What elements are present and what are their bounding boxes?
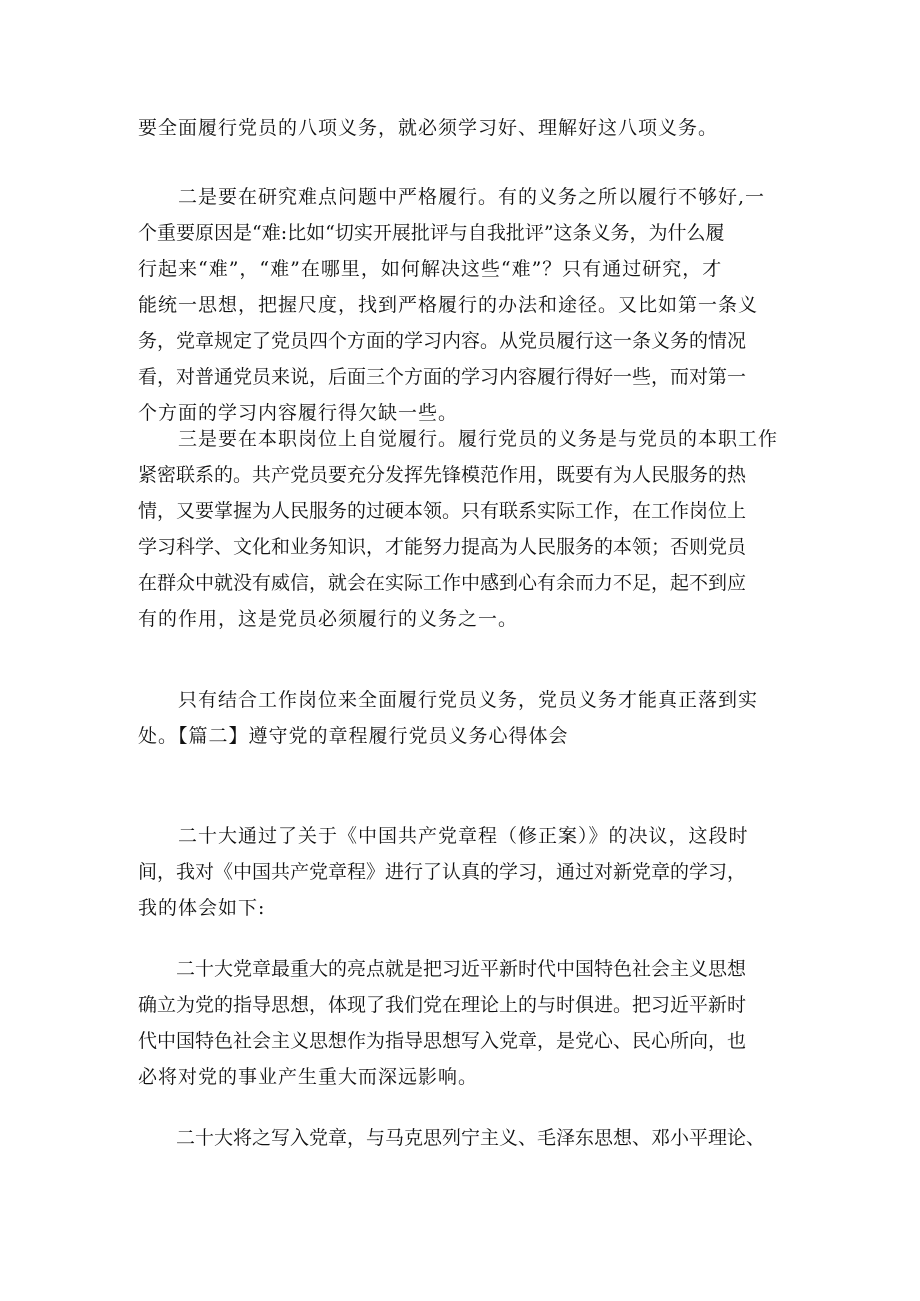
text-line: 学习科学、文化和业务知识，才能努力提高为人民服务的本领；否则党员 bbox=[138, 536, 747, 558]
text-line: 在群众中就没有威信，就会在实际工作中感到心有余而力不足，起不到应 bbox=[138, 572, 747, 594]
paragraph-5 bbox=[138, 818, 798, 926]
text-line: 要全面履行党员的八项义务，就必须学习好、理解好这八项义务。 bbox=[138, 117, 719, 139]
text-line: 行起来“难”，“难”在哪里，如何解决这些“难”？只有通过研究，才 bbox=[138, 258, 723, 280]
text-line: 确立为党的指导思想，体现了我们党在理论上的与时俱进。把习近平新时 bbox=[138, 994, 747, 1016]
text-line: 看，对普通党员来说，后面三个方面的学习内容履行得好一些，而对第一 bbox=[138, 366, 747, 388]
text-line: 间，我对《中国共产党章程》进行了认真的学习，通过对新党章的学习， bbox=[138, 861, 747, 883]
paragraph-7 bbox=[138, 1120, 798, 1156]
text-line: 二十大通过了关于《中国共产党章程（修正案）》的决议，这段时 bbox=[138, 825, 749, 847]
paragraph-2 bbox=[138, 179, 798, 431]
paragraph-6 bbox=[138, 951, 798, 1095]
text-line: 二是要在研究难点问题中严格履行。有的义务之所以履行不够好,一 bbox=[138, 186, 766, 208]
text-line: 代中国特色社会主义思想作为指导思想写入党章，是党心、民心所向，也 bbox=[138, 1030, 747, 1052]
text-line: 只有结合工作岗位来全面履行党员义务，党员义务才能真正落到实 bbox=[138, 689, 759, 711]
text-line: 个方面的学习内容履行得欠缺一些。 bbox=[138, 402, 459, 424]
text-line: 务，党章规定了党员四个方面的学习内容。从党员履行这一条义务的情况 bbox=[138, 330, 747, 352]
text-line: 能统一思想，把握尺度，找到严格履行的办法和途径。又比如第一条义 bbox=[138, 294, 759, 316]
text-line: 二十大将之写入党章，与马克思列宁主义、毛泽东思想、邓小平理论、 bbox=[138, 1127, 766, 1149]
paragraph-3 bbox=[138, 421, 798, 637]
text-line: 三是要在本职岗位上自觉履行。履行党员的义务是与党员的本职工作 bbox=[138, 428, 779, 450]
text-line: 处。【篇二】遵守党的章程履行党员义务心得体会 bbox=[138, 725, 569, 747]
paragraph-4 bbox=[138, 682, 798, 754]
text-line: 二十大党章最重大的亮点就是把习近平新时代中国特色社会主义思想 bbox=[138, 958, 747, 980]
text-line: 有的作用，这是党员必须履行的义务之一。 bbox=[138, 608, 519, 630]
text-line: 情，又要掌握为人民服务的过硬本领。只有联系实际工作，在工作岗位上 bbox=[138, 500, 747, 522]
text-line: 紧密联系的。共产党员要充分发挥先锋模范作用，既要有为人民服务的热 bbox=[138, 464, 747, 486]
text-line: 我的体会如下: bbox=[138, 897, 266, 919]
text-line: 个重要原因是“难:比如“切实开展批评与自我批评”这条义务，为什么履 bbox=[138, 222, 725, 244]
text-line: 必将对党的事业产生重大而深远影响。 bbox=[138, 1066, 479, 1088]
paragraph-1 bbox=[138, 110, 798, 146]
